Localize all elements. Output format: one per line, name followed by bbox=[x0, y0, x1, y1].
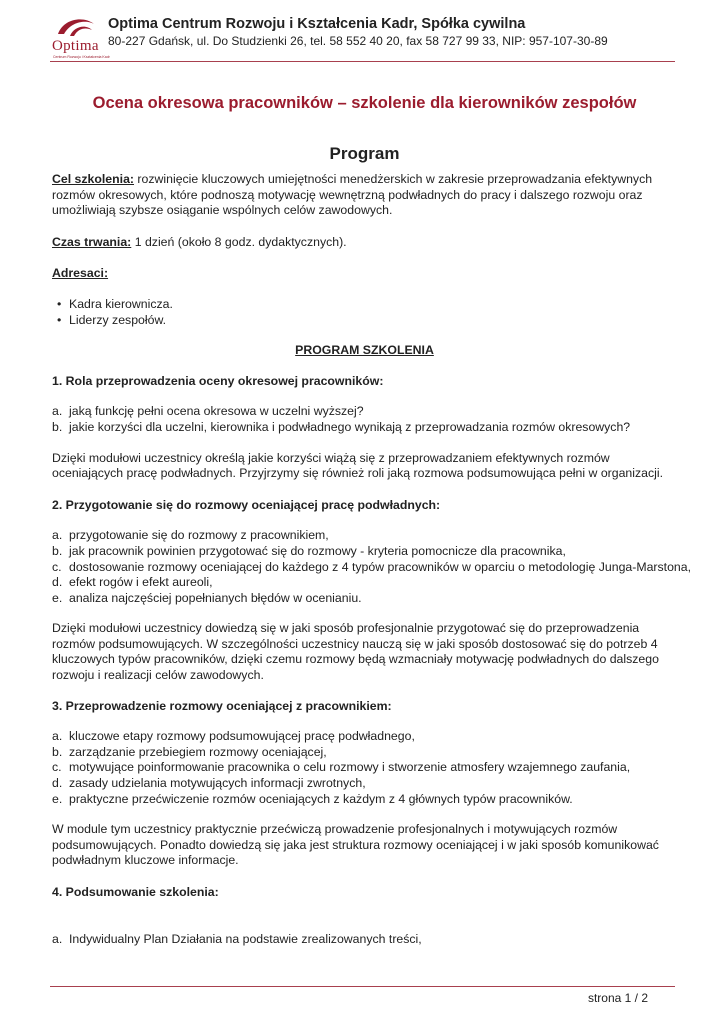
list-item: d. zasady udzielania motywujących informacji zwrotnych, bbox=[52, 776, 366, 791]
company-name: Optima Centrum Rozwoju i Kształcenia Kadr, Spółka cywilna bbox=[108, 16, 526, 32]
list-item: c. dostosowanie rozmowy oceniającej do każdego z 4 typów pracowników w oparciu o metodologię Junga-Marstona, bbox=[52, 559, 692, 574]
module-3-summary: W module tym uczestnicy praktycznie przećwiczą prowadzenie profesjonalnych i motywujących rozmów podsumowujących. Ponadto dowiedzą się jaka jest struktura rozmowy oceniającej i w jaki sposób komunikować podwładnym kluczowe informacje. bbox=[52, 822, 659, 868]
list-item: • Kadra kierownicza. bbox=[52, 297, 677, 313]
list-item: e. praktyczne przećwiczenie rozmów oceniających z każdym z 4 głównych typów pracowników. bbox=[52, 791, 573, 806]
list-item: • Liderzy zespołów. bbox=[52, 313, 677, 329]
audience-label: Adresaci: bbox=[52, 266, 109, 281]
program-heading: Program bbox=[329, 144, 400, 163]
module-3-list bbox=[52, 729, 677, 807]
header-divider bbox=[50, 61, 675, 62]
module-4-heading: 4. Podsumowanie szkolenia: bbox=[52, 885, 219, 899]
list-item: d. efekt rogów i efekt aureoli, bbox=[52, 575, 213, 590]
goal-label: Cel szkolenia: bbox=[52, 172, 135, 186]
document-title: Ocena okresowa pracowników – szkolenie dla kierowników zespołów bbox=[92, 94, 637, 112]
document-body bbox=[52, 93, 692, 947]
program-section-title: PROGRAM SZKOLENIA bbox=[295, 343, 434, 358]
list-item: a. przygotowanie się do rozmowy z pracownikiem, bbox=[52, 528, 329, 543]
list-item: a. kluczowe etapy rozmowy podsumowującej pracę podwładnego, bbox=[52, 729, 415, 744]
duration-paragraph bbox=[52, 235, 677, 251]
module-2-summary: Dzięki modułowi uczestnicy dowiedzą się w jaki sposób profesjonalnie przygotować się do przeprowadzenia rozmów podsumowujących. W szczególności uczestnicy nauczą się w jaki sposób dostosować się do potrzeb 4 kluczowych typów pracowników, dzięki czemu rozmowy będą wzmacniały motywację podwładnych do dalszego rozwoju i realizacji celów zawodowych. bbox=[52, 621, 659, 683]
letterhead bbox=[50, 12, 675, 60]
logo-tagline: Centrum Rozwoju i Kształcenia Kadr bbox=[53, 55, 110, 59]
optima-logo bbox=[50, 14, 110, 60]
audience-heading bbox=[52, 266, 677, 282]
module-3-heading: 3. Przeprowadzenie rozmowy oceniającej z pracownikiem: bbox=[52, 698, 392, 713]
list-item: b. jak pracownik powinien przygotować się do rozmowy - kryteria pomocnicze dla pracownika, bbox=[52, 543, 566, 558]
logo-wordmark: Optima bbox=[52, 38, 99, 54]
module-2-heading: 2. Przygotowanie się do rozmowy oceniającej pracę podwładnych: bbox=[52, 497, 441, 512]
goal-text: rozwinięcie kluczowych umiejętności menedżerskich w zakresie przeprowadzania efektywnych rozmów okresowych, które podnoszą motywację wewnętrzną podwładnych do pracy i dalszego rozwoju oraz umożliwiają szybsze osiąganie wspólnych celów zawodowych. bbox=[52, 172, 653, 218]
page-number: strona 1 / 2 bbox=[587, 991, 648, 1005]
list-item: b. zarządzanie przebiegiem rozmowy oceniającej, bbox=[52, 744, 327, 759]
audience-list bbox=[52, 297, 677, 328]
module-1-list bbox=[52, 404, 677, 435]
module-2-list bbox=[52, 528, 692, 606]
goal-paragraph bbox=[52, 172, 677, 219]
duration-text: 1 dzień (około 8 godz. dydaktycznych). bbox=[131, 234, 347, 249]
module-1-summary: Dzięki modułowi uczestnicy określą jakie korzyści wiążą się z przeprowadzaniem efektywnych rozmów oceniających pracę podwładnych. Przyjrzymy się również roli jaką rozmowa podsumowująca pełni w organizacji. bbox=[52, 450, 664, 481]
list-item: e. analiza najczęściej popełnianych błędów w ocenianiu. bbox=[52, 590, 362, 605]
duration-label: Czas trwania: bbox=[52, 234, 132, 249]
module-4-list bbox=[52, 932, 677, 948]
list-item: a. Indywidualny Plan Działania na podstawie zrealizowanych treści, bbox=[52, 931, 422, 946]
list-item: b. jakie korzyści dla uczelni, kierownika i podwładnego wynikają z przeprowadzania rozmów okresowych? bbox=[52, 419, 631, 434]
logo-swoosh-icon bbox=[50, 14, 106, 40]
list-item: a. jaką funkcję pełni ocena okresowa w uczelni wyższej? bbox=[52, 404, 364, 419]
footer-divider bbox=[50, 986, 675, 987]
module-1-heading: 1. Rola przeprowadzenia oceny okresowej pracowników: bbox=[52, 373, 384, 388]
company-address: 80-227 Gdańsk, ul. Do Studzienki 26, tel. 58 552 40 20, fax 58 727 99 33, NIP: 957-107-30-89 bbox=[108, 34, 608, 48]
list-item: c. motywujące poinformowanie pracownika o celu rozmowy i stworzenie atmosfery wzajemnego zaufania, bbox=[52, 760, 631, 775]
